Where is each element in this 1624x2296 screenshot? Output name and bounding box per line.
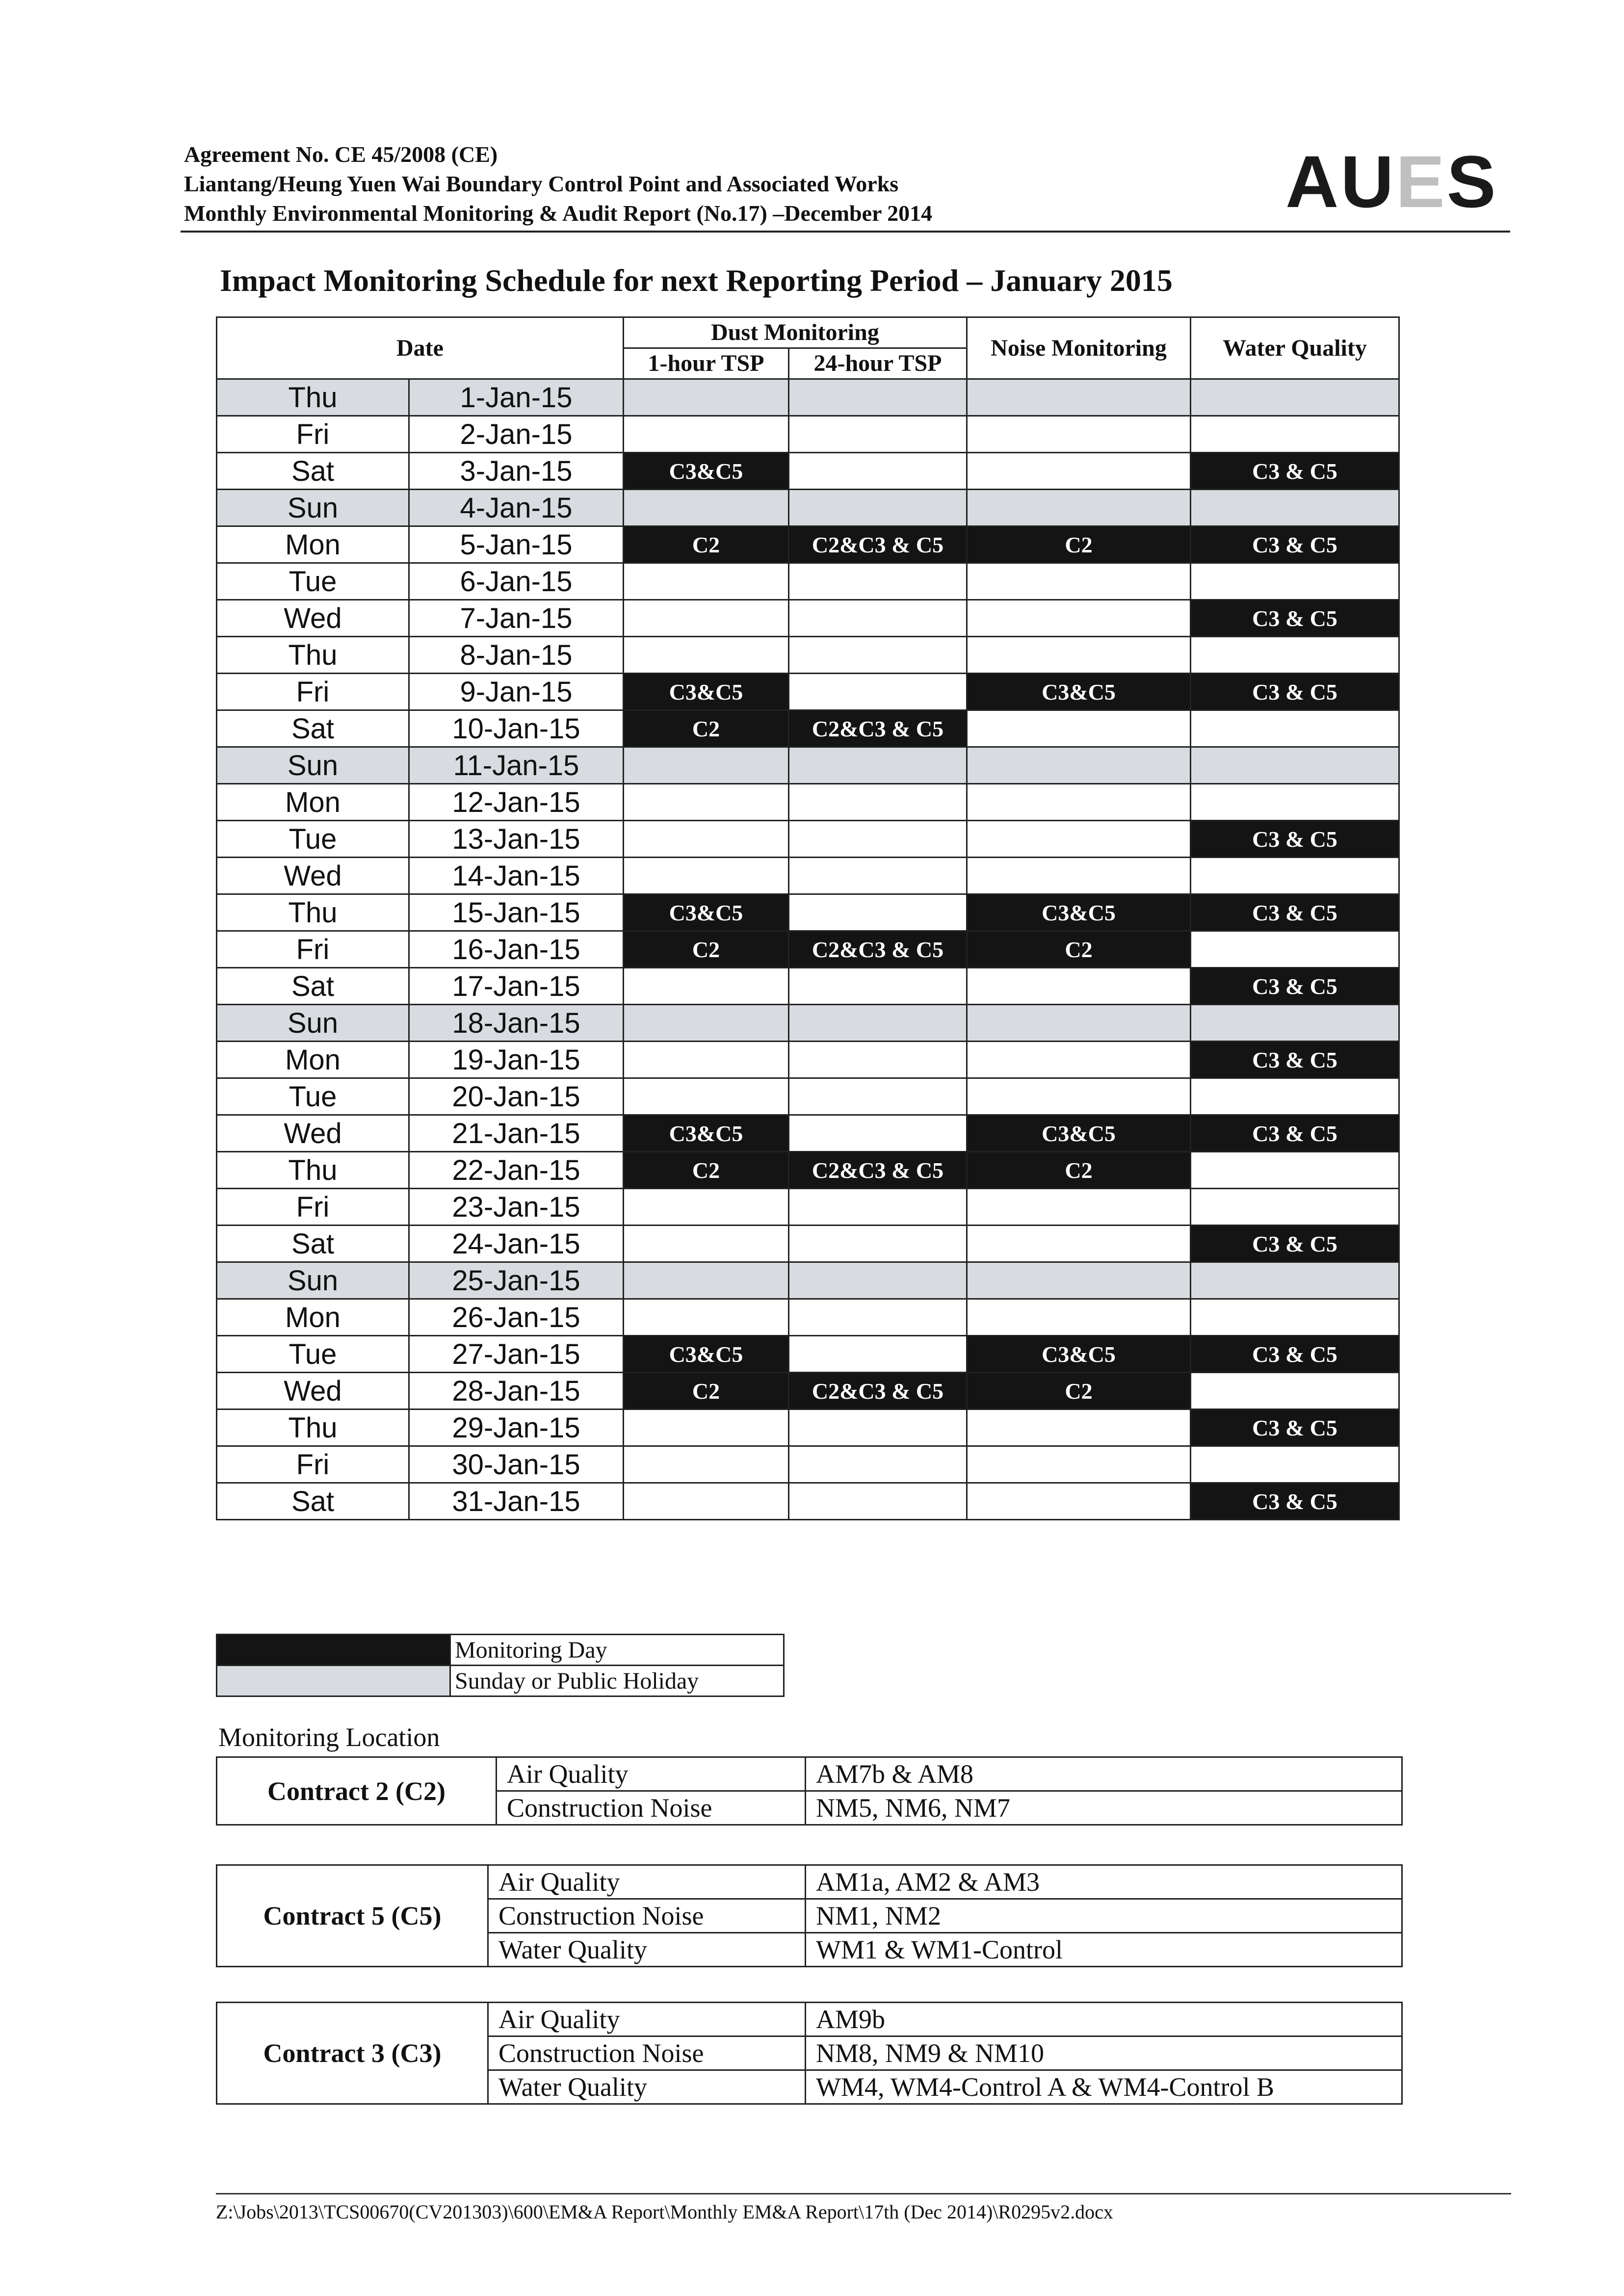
legend-swatch-holiday <box>217 1666 450 1696</box>
schedule-row <box>217 894 1399 931</box>
day-cell: Mon <box>217 526 409 563</box>
schedule-row <box>217 747 1399 784</box>
legend-label-holiday: Sunday or Public Holiday <box>450 1666 784 1696</box>
water-quality-cell <box>1191 747 1399 784</box>
noise-cell <box>967 747 1191 784</box>
tsp-24hour-header: 24-hour TSP <box>789 348 967 379</box>
date-cell: 9-Jan-15 <box>409 674 624 710</box>
monitoring-type: Water Quality <box>488 2070 806 2104</box>
noise-cell <box>967 858 1191 894</box>
schedule-row <box>217 1226 1399 1262</box>
date-cell: 27-Jan-15 <box>409 1336 624 1373</box>
water-quality-cell <box>1191 858 1399 894</box>
water-quality-cell <box>1191 784 1399 821</box>
water-quality-cell <box>1191 416 1399 453</box>
water-quality-cell <box>1191 563 1399 600</box>
day-cell: Tue <box>217 1078 409 1115</box>
schedule-row <box>217 931 1399 968</box>
noise-cell <box>967 379 1191 416</box>
tsp-1hour-cell <box>624 821 789 858</box>
date-cell: 23-Jan-15 <box>409 1189 624 1226</box>
noise-cell: C2 <box>967 526 1191 563</box>
tsp-1hour-cell <box>624 490 789 526</box>
tsp-24hour-cell <box>789 1446 967 1483</box>
tsp-1hour-header: 1-hour TSP <box>624 348 789 379</box>
day-cell: Fri <box>217 674 409 710</box>
header-divider <box>181 231 1510 233</box>
date-cell: 20-Jan-15 <box>409 1078 624 1115</box>
tsp-24hour-cell <box>789 1042 967 1078</box>
noise-cell: C2 <box>967 1152 1191 1189</box>
date-cell: 3-Jan-15 <box>409 453 624 490</box>
day-cell: Sat <box>217 968 409 1005</box>
noise-cell <box>967 968 1191 1005</box>
tsp-1hour-cell: C3&C5 <box>624 674 789 710</box>
monitoring-stations: AM9b <box>806 2003 1402 2036</box>
tsp-24hour-cell <box>789 453 967 490</box>
date-cell: 17-Jan-15 <box>409 968 624 1005</box>
tsp-1hour-cell <box>624 858 789 894</box>
noise-cell <box>967 821 1191 858</box>
water-quality-cell: C3 & C5 <box>1191 968 1399 1005</box>
schedule-row <box>217 1189 1399 1226</box>
date-cell: 10-Jan-15 <box>409 710 624 747</box>
project-name: Liantang/Heung Yuen Wai Boundary Control Point and Associated Works <box>184 171 899 196</box>
water-quality-cell: C3 & C5 <box>1191 1483 1399 1520</box>
monitoring-type: Construction Noise <box>488 2036 806 2070</box>
noise-cell <box>967 1226 1191 1262</box>
schedule-row <box>217 600 1399 637</box>
day-cell: Thu <box>217 1409 409 1446</box>
day-cell: Tue <box>217 563 409 600</box>
noise-cell: C2 <box>967 1373 1191 1409</box>
schedule-row <box>217 821 1399 858</box>
tsp-1hour-cell <box>624 416 789 453</box>
date-cell: 28-Jan-15 <box>409 1373 624 1409</box>
contract-name: Contract 5 (C5) <box>217 1865 488 1967</box>
day-cell: Sat <box>217 1483 409 1520</box>
tsp-24hour-cell <box>789 563 967 600</box>
date-cell: 16-Jan-15 <box>409 931 624 968</box>
tsp-1hour-cell <box>624 1262 789 1299</box>
tsp-1hour-cell <box>624 1042 789 1078</box>
tsp-1hour-cell <box>624 563 789 600</box>
tsp-1hour-cell <box>624 600 789 637</box>
dust-monitoring-header: Dust Monitoring <box>624 317 967 348</box>
contract-name: Contract 2 (C2) <box>217 1757 497 1825</box>
schedule-row <box>217 1373 1399 1409</box>
noise-cell <box>967 600 1191 637</box>
tsp-24hour-cell <box>789 821 967 858</box>
tsp-1hour-cell <box>624 1483 789 1520</box>
schedule-table <box>216 316 1400 1520</box>
tsp-1hour-cell: C2 <box>624 931 789 968</box>
date-cell: 18-Jan-15 <box>409 1005 624 1042</box>
day-cell: Tue <box>217 821 409 858</box>
water-quality-cell <box>1191 1299 1399 1336</box>
water-quality-cell: C3 & C5 <box>1191 894 1399 931</box>
day-cell: Wed <box>217 1115 409 1152</box>
noise-cell <box>967 637 1191 674</box>
tsp-24hour-cell <box>789 747 967 784</box>
date-cell: 13-Jan-15 <box>409 821 624 858</box>
noise-cell: C2 <box>967 931 1191 968</box>
tsp-24hour-cell: C2&C3 & C5 <box>789 931 967 968</box>
schedule-row <box>217 784 1399 821</box>
water-quality-cell: C3 & C5 <box>1191 821 1399 858</box>
date-cell: 15-Jan-15 <box>409 894 624 931</box>
contract-table-c2 <box>216 1756 1403 1826</box>
noise-cell <box>967 1299 1191 1336</box>
tsp-1hour-cell <box>624 1299 789 1336</box>
tsp-1hour-cell: C2 <box>624 1373 789 1409</box>
noise-cell <box>967 416 1191 453</box>
noise-cell <box>967 710 1191 747</box>
agreement-number: Agreement No. CE 45/2008 (CE) <box>184 142 498 167</box>
day-cell: Sun <box>217 1005 409 1042</box>
tsp-24hour-cell <box>789 416 967 453</box>
date-header: Date <box>217 317 624 379</box>
schedule-row <box>217 563 1399 600</box>
noise-cell <box>967 784 1191 821</box>
location-row <box>217 1865 1402 1899</box>
location-row <box>217 2003 1402 2036</box>
water-quality-cell <box>1191 490 1399 526</box>
schedule-row <box>217 1483 1399 1520</box>
tsp-1hour-cell <box>624 747 789 784</box>
monitoring-type: Air Quality <box>488 2003 806 2036</box>
noise-cell <box>967 1078 1191 1115</box>
water-quality-cell <box>1191 1373 1399 1409</box>
tsp-24hour-cell: C2&C3 & C5 <box>789 710 967 747</box>
water-quality-cell: C3 & C5 <box>1191 453 1399 490</box>
schedule-row <box>217 1409 1399 1446</box>
day-cell: Thu <box>217 379 409 416</box>
tsp-24hour-cell <box>789 1299 967 1336</box>
schedule-row <box>217 858 1399 894</box>
day-cell: Mon <box>217 1299 409 1336</box>
monitoring-location-title: Monitoring Location <box>218 1722 440 1752</box>
water-quality-cell <box>1191 1189 1399 1226</box>
date-cell: 8-Jan-15 <box>409 637 624 674</box>
schedule-row <box>217 1446 1399 1483</box>
water-quality-header: Water Quality <box>1191 317 1399 379</box>
date-cell: 7-Jan-15 <box>409 600 624 637</box>
schedule-row <box>217 1152 1399 1189</box>
date-cell: 19-Jan-15 <box>409 1042 624 1078</box>
water-quality-cell <box>1191 1005 1399 1042</box>
date-cell: 14-Jan-15 <box>409 858 624 894</box>
day-cell: Sat <box>217 1226 409 1262</box>
water-quality-cell: C3 & C5 <box>1191 1115 1399 1152</box>
tsp-24hour-cell <box>789 600 967 637</box>
tsp-1hour-cell <box>624 637 789 674</box>
tsp-1hour-cell: C3&C5 <box>624 453 789 490</box>
date-cell: 2-Jan-15 <box>409 416 624 453</box>
monitoring-type: Construction Noise <box>497 1791 806 1825</box>
tsp-24hour-cell <box>789 858 967 894</box>
day-cell: Sat <box>217 710 409 747</box>
date-cell: 30-Jan-15 <box>409 1446 624 1483</box>
noise-cell: C3&C5 <box>967 894 1191 931</box>
monitoring-stations: AM7b & AM8 <box>806 1757 1402 1791</box>
day-cell: Tue <box>217 1336 409 1373</box>
legend-label-monitoring: Monitoring Day <box>450 1635 784 1666</box>
contract-table-c5 <box>216 1864 1403 1967</box>
day-cell: Sun <box>217 747 409 784</box>
day-cell: Thu <box>217 1152 409 1189</box>
tsp-24hour-cell <box>789 674 967 710</box>
tsp-24hour-cell <box>789 968 967 1005</box>
water-quality-cell <box>1191 1262 1399 1299</box>
tsp-1hour-cell <box>624 1078 789 1115</box>
monitoring-stations: NM8, NM9 & NM10 <box>806 2036 1402 2070</box>
monitoring-stations: WM4, WM4-Control A & WM4-Control B <box>806 2070 1402 2104</box>
tsp-24hour-cell <box>789 490 967 526</box>
water-quality-cell <box>1191 1078 1399 1115</box>
day-cell: Fri <box>217 931 409 968</box>
day-cell: Sun <box>217 1262 409 1299</box>
monitoring-type: Air Quality <box>488 1865 806 1899</box>
contract-table-c3 <box>216 2002 1403 2105</box>
schedule-row <box>217 674 1399 710</box>
water-quality-cell <box>1191 637 1399 674</box>
monitoring-stations: WM1 & WM1-Control <box>806 1933 1402 1967</box>
tsp-24hour-cell <box>789 1005 967 1042</box>
day-cell: Fri <box>217 1446 409 1483</box>
date-cell: 5-Jan-15 <box>409 526 624 563</box>
tsp-1hour-cell: C2 <box>624 526 789 563</box>
day-cell: Wed <box>217 858 409 894</box>
noise-cell <box>967 1446 1191 1483</box>
tsp-1hour-cell <box>624 784 789 821</box>
tsp-24hour-cell <box>789 894 967 931</box>
tsp-1hour-cell <box>624 379 789 416</box>
schedule-row <box>217 1042 1399 1078</box>
footer-divider <box>216 2193 1511 2194</box>
tsp-1hour-cell <box>624 1446 789 1483</box>
legend-swatch-monitoring <box>217 1635 450 1666</box>
noise-cell <box>967 453 1191 490</box>
tsp-24hour-cell: C2&C3 & C5 <box>789 1152 967 1189</box>
water-quality-cell <box>1191 931 1399 968</box>
tsp-24hour-cell: C2&C3 & C5 <box>789 526 967 563</box>
day-cell: Mon <box>217 1042 409 1078</box>
water-quality-cell <box>1191 710 1399 747</box>
location-row <box>217 1757 1402 1791</box>
noise-monitoring-header: Noise Monitoring <box>967 317 1191 379</box>
day-cell: Wed <box>217 600 409 637</box>
schedule-row <box>217 1115 1399 1152</box>
water-quality-cell <box>1191 379 1399 416</box>
tsp-24hour-cell <box>789 1262 967 1299</box>
tsp-1hour-cell: C2 <box>624 710 789 747</box>
noise-cell <box>967 563 1191 600</box>
water-quality-cell: C3 & C5 <box>1191 526 1399 563</box>
monitoring-stations: NM5, NM6, NM7 <box>806 1791 1402 1825</box>
noise-cell <box>967 1042 1191 1078</box>
schedule-row <box>217 416 1399 453</box>
water-quality-cell: C3 & C5 <box>1191 1336 1399 1373</box>
day-cell: Mon <box>217 784 409 821</box>
water-quality-cell <box>1191 1152 1399 1189</box>
schedule-row <box>217 968 1399 1005</box>
date-cell: 6-Jan-15 <box>409 563 624 600</box>
noise-cell <box>967 1483 1191 1520</box>
date-cell: 11-Jan-15 <box>409 747 624 784</box>
noise-cell: C3&C5 <box>967 1115 1191 1152</box>
date-cell: 4-Jan-15 <box>409 490 624 526</box>
water-quality-cell: C3 & C5 <box>1191 600 1399 637</box>
legend-item-holiday <box>217 1666 784 1696</box>
file-path-footer: Z:\Jobs\2013\TCS00670(CV201303)\600\EM&A Report\Monthly EM&A Report\17th (Dec 2014)\R0295v2.docx <box>216 2201 1113 2223</box>
monitoring-stations: NM1, NM2 <box>806 1899 1402 1933</box>
tsp-24hour-cell <box>789 1115 967 1152</box>
schedule-row <box>217 1262 1399 1299</box>
tsp-24hour-cell <box>789 379 967 416</box>
monitoring-type: Air Quality <box>497 1757 806 1791</box>
aues-logo: AUES <box>1285 140 1498 223</box>
day-cell: Thu <box>217 637 409 674</box>
schedule-row <box>217 453 1399 490</box>
schedule-body <box>217 379 1399 1520</box>
legend <box>216 1634 785 1697</box>
tsp-1hour-cell <box>624 1409 789 1446</box>
page-title: Impact Monitoring Schedule for next Reporting Period – January 2015 <box>220 263 1173 298</box>
noise-cell <box>967 490 1191 526</box>
schedule-row <box>217 490 1399 526</box>
day-cell: Fri <box>217 416 409 453</box>
water-quality-cell: C3 & C5 <box>1191 1226 1399 1262</box>
tsp-24hour-cell <box>789 1409 967 1446</box>
schedule-row <box>217 526 1399 563</box>
water-quality-cell: C3 & C5 <box>1191 1409 1399 1446</box>
day-cell: Sat <box>217 453 409 490</box>
noise-cell <box>967 1005 1191 1042</box>
report-name: Monthly Environmental Monitoring & Audit Report (No.17) –December 2014 <box>184 201 933 226</box>
noise-cell: C3&C5 <box>967 1336 1191 1373</box>
monitoring-type: Water Quality <box>488 1933 806 1967</box>
tsp-1hour-cell <box>624 1005 789 1042</box>
tsp-24hour-cell <box>789 1483 967 1520</box>
tsp-1hour-cell <box>624 968 789 1005</box>
water-quality-cell: C3 & C5 <box>1191 674 1399 710</box>
noise-cell <box>967 1189 1191 1226</box>
date-cell: 12-Jan-15 <box>409 784 624 821</box>
day-cell: Fri <box>217 1189 409 1226</box>
date-cell: 26-Jan-15 <box>409 1299 624 1336</box>
date-cell: 1-Jan-15 <box>409 379 624 416</box>
day-cell: Sun <box>217 490 409 526</box>
tsp-1hour-cell: C2 <box>624 1152 789 1189</box>
schedule-row <box>217 1336 1399 1373</box>
tsp-24hour-cell <box>789 637 967 674</box>
tsp-1hour-cell: C3&C5 <box>624 1115 789 1152</box>
noise-cell <box>967 1262 1191 1299</box>
schedule-row <box>217 379 1399 416</box>
schedule-row <box>217 1005 1399 1042</box>
date-cell: 21-Jan-15 <box>409 1115 624 1152</box>
noise-cell <box>967 1409 1191 1446</box>
day-cell: Thu <box>217 894 409 931</box>
contract-name: Contract 3 (C3) <box>217 2003 488 2104</box>
tsp-24hour-cell: C2&C3 & C5 <box>789 1373 967 1409</box>
water-quality-cell: C3 & C5 <box>1191 1042 1399 1078</box>
day-cell: Wed <box>217 1373 409 1409</box>
schedule-row <box>217 710 1399 747</box>
tsp-1hour-cell <box>624 1226 789 1262</box>
tsp-24hour-cell <box>789 1078 967 1115</box>
date-cell: 25-Jan-15 <box>409 1262 624 1299</box>
schedule-row <box>217 1078 1399 1115</box>
tsp-24hour-cell <box>789 1336 967 1373</box>
tsp-1hour-cell: C3&C5 <box>624 1336 789 1373</box>
water-quality-cell <box>1191 1446 1399 1483</box>
monitoring-stations: AM1a, AM2 & AM3 <box>806 1865 1402 1899</box>
schedule-row <box>217 1299 1399 1336</box>
tsp-24hour-cell <box>789 1189 967 1226</box>
tsp-24hour-cell <box>789 784 967 821</box>
noise-cell: C3&C5 <box>967 674 1191 710</box>
date-cell: 24-Jan-15 <box>409 1226 624 1262</box>
date-cell: 31-Jan-15 <box>409 1483 624 1520</box>
tsp-1hour-cell <box>624 1189 789 1226</box>
schedule-row <box>217 637 1399 674</box>
tsp-1hour-cell: C3&C5 <box>624 894 789 931</box>
legend-item-monitoring-day <box>217 1635 784 1666</box>
tsp-24hour-cell <box>789 1226 967 1262</box>
date-cell: 22-Jan-15 <box>409 1152 624 1189</box>
monitoring-type: Construction Noise <box>488 1899 806 1933</box>
date-cell: 29-Jan-15 <box>409 1409 624 1446</box>
